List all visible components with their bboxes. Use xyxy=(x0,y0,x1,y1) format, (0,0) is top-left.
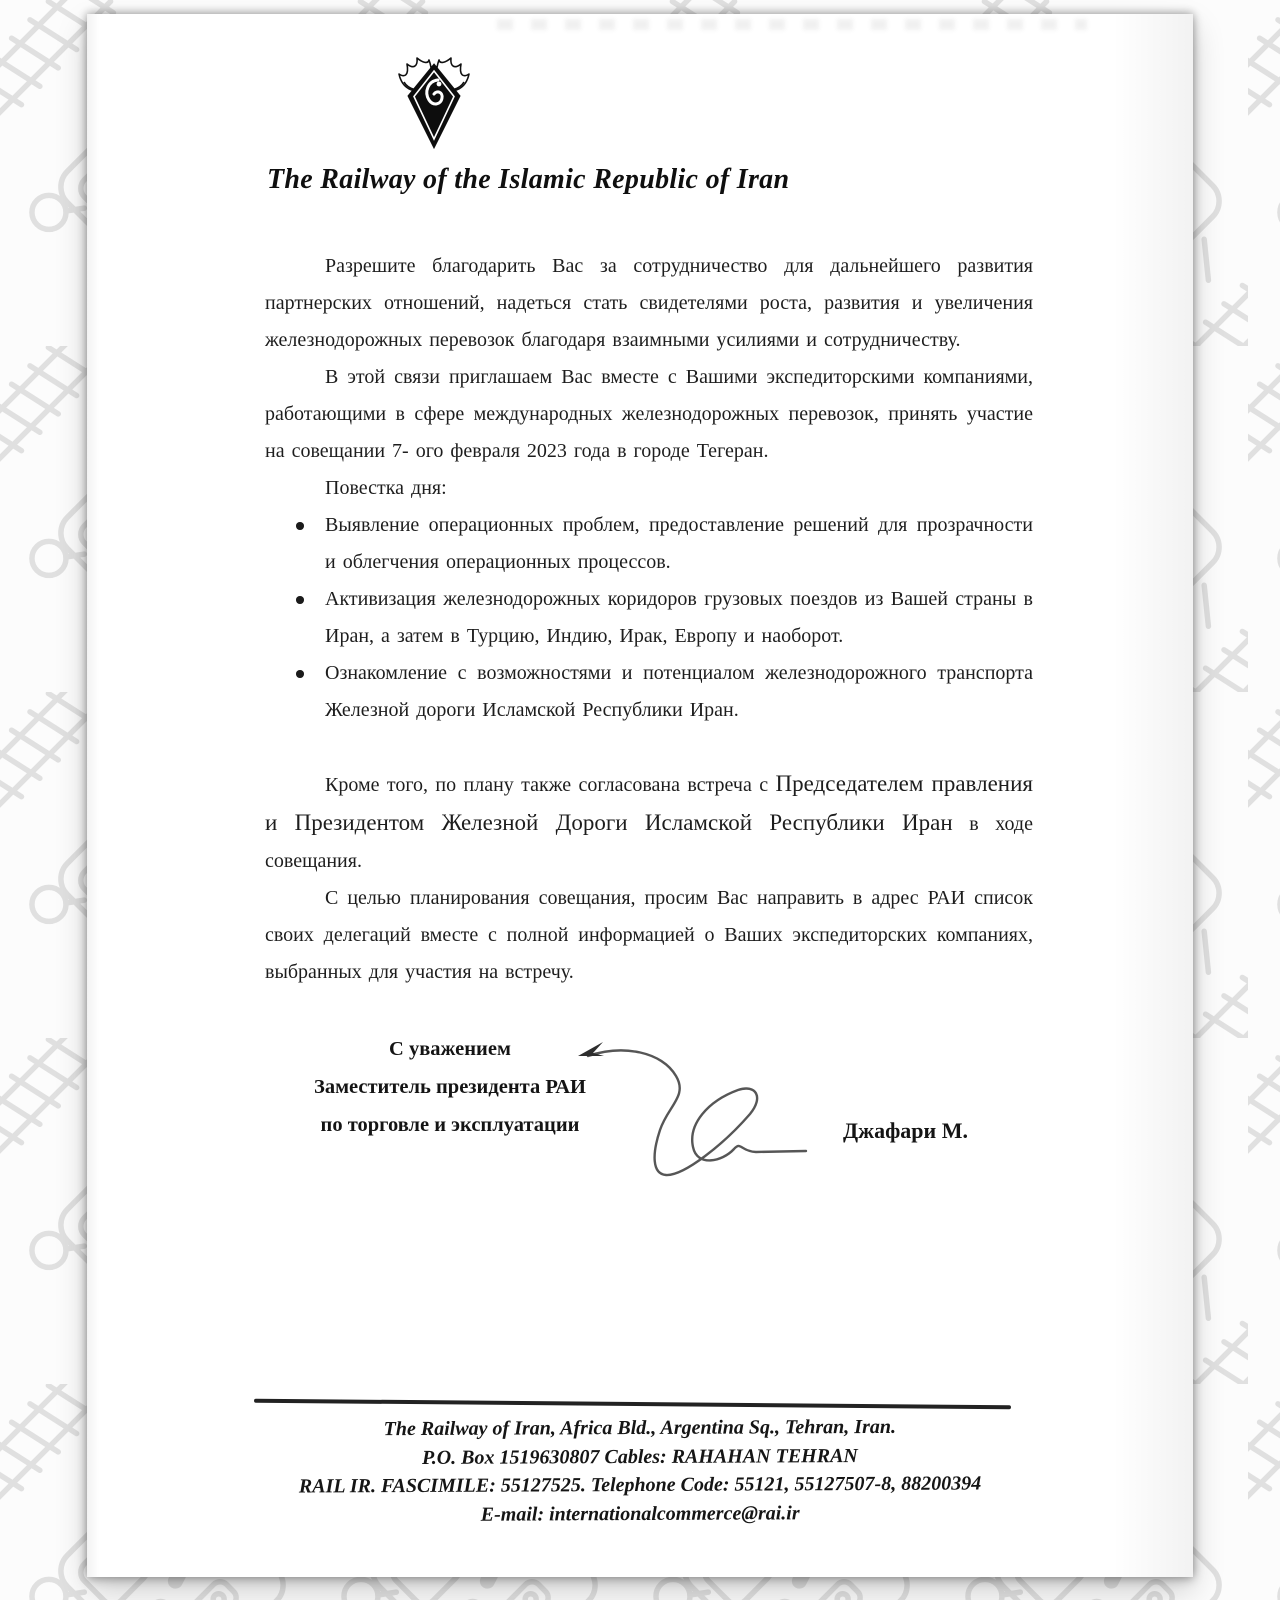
paragraph-meeting xyxy=(265,765,1033,880)
paragraph-gratitude: Разрешите благодарить Вас за сотрудничество для дальнейшего развития партнерских отношений, надеться стать свидетелями роста, развития и увеличения железнодорожных перевозок благодаря взаимными усилиями и сотрудничеству. xyxy=(265,255,1033,351)
footer-pobox: P.O. Box 1519630807 Cables: RAHAHAN TEHRAN xyxy=(421,1444,858,1469)
footer-email: E-mail: internationalcommerce@rai.ir xyxy=(480,1501,800,1526)
paragraph-meeting-emphasis: Председателем правления и Президентом Железной Дороги Исламской Республики Иран xyxy=(265,771,1033,835)
signature-role-line2: по торговле и эксплуатации xyxy=(320,1114,580,1136)
letterhead-footer xyxy=(187,1412,1093,1530)
paragraph-invitation: В этой связи приглашаем Вас вместе с Вашими экспедиторскими компаниями, работающими в сфере международных железнодорожных перевозок, принять участие на совещании 7- ого февраля 2023 года в городе Тегеран. xyxy=(265,366,1033,462)
signature-role-line1: Заместитель президента РАИ xyxy=(314,1076,586,1098)
organization-title: The Railway of the Islamic Republic of Iran xyxy=(267,164,790,195)
handwritten-signature-icon xyxy=(542,1022,812,1187)
agenda-label: Повестка дня: xyxy=(325,477,447,499)
signature-closing: С уважением xyxy=(389,1038,511,1060)
scan-bleedthrough-artifact xyxy=(497,19,1087,30)
letter-body xyxy=(265,248,1033,991)
agenda-list xyxy=(265,507,1033,729)
agenda-item: Выявление операционных проблем, предоставление решений для прозрачности и облегчения операционных процессов. xyxy=(265,507,1033,581)
agenda-item: Ознакомление с возможностями и потенциалом железнодорожного транспорта Железной дороги Исламской Республики Иран. xyxy=(265,655,1033,729)
paragraph-meeting-start: Кроме того, по плану также согласована встреча с xyxy=(325,774,776,796)
letter-page xyxy=(87,14,1193,1577)
paragraph-request: С целью планирования совещания, просим Вас направить в адрес РАИ список своих делегаций вместе с полной информацией о Ваших экспедиторских компаниях, выбранных для участия на встречу. xyxy=(265,887,1033,983)
paragraph-meeting-end: в ходе совещания. xyxy=(265,813,1033,872)
footer-address: The Railway of Iran, Africa Bld., Argentina Sq., Tehran, Iran. xyxy=(383,1415,897,1441)
footer-phone: RAIL IR. FASCIMILE: 55127525. Telephone Code: 55121, 55127507-8, 88200394 xyxy=(298,1472,982,1498)
footer-divider-line xyxy=(254,1399,1011,1409)
railway-emblem-icon xyxy=(396,54,472,150)
signer-name: Джафари М. xyxy=(843,1118,968,1143)
agenda-item: Активизация железнодорожных коридоров грузовых поездов из Вашей страны в Иран, а затем в Турцию, Индию, Ирак, Европу и наоборот. xyxy=(265,581,1033,655)
